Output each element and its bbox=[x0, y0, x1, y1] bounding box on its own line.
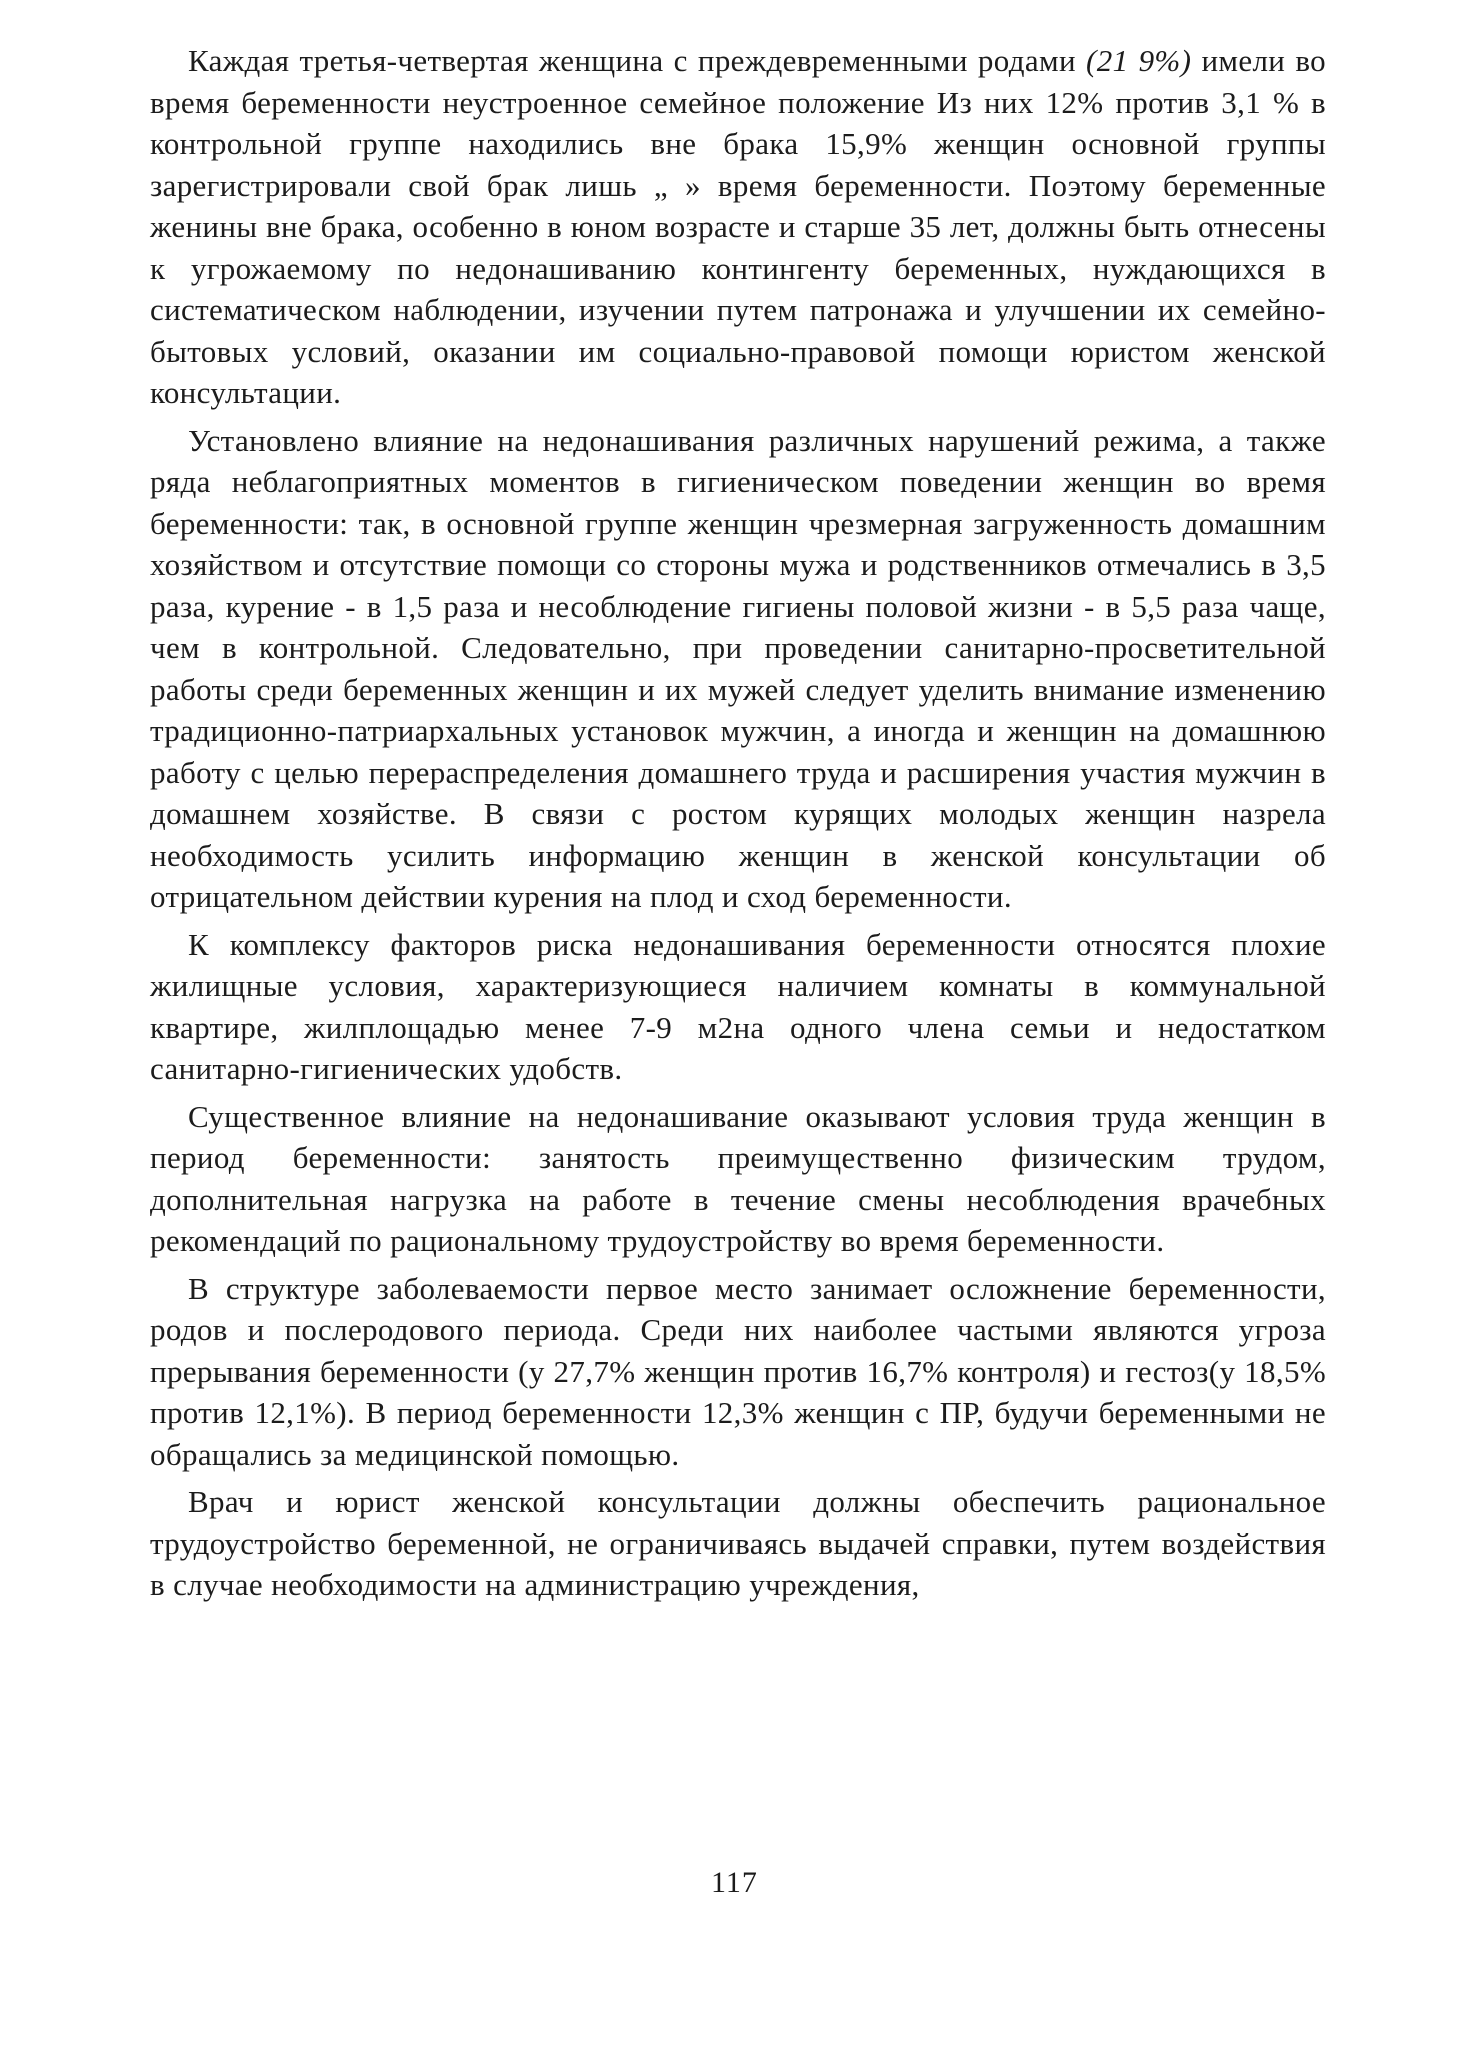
paragraph-4: Существенное влияние на недонашивание оказывают условия труда женщин в период беременности: занятость преимущественно физическим трудом, дополнительная нагрузка на работе в течение смены несоблюдения врачебных рекомендаций по рациональному трудоустройству во время беременности. bbox=[150, 1098, 1326, 1258]
paragraph-3: К комплексу факторов риска недонашивания беременности относятся плохие жилищные условия, характеризующиеся наличием комнаты в коммунальной квартире, жилплощадью менее 7-9 м2на одного члена семьи и недостатком санитарно-гигиенических удобств. bbox=[150, 926, 1326, 1086]
paragraph-1-start: Каждая третья-четвертая женщина с преждевременными родами bbox=[188, 43, 1087, 78]
document-page bbox=[150, 40, 1326, 1612]
page-number: 117 bbox=[711, 1866, 758, 1899]
paragraph-5: В структуре заболеваемости первое место занимает осложнение беременности, родов и послеродового периода. Среди них наиболее частыми являются угроза прерывания беременности (у 27,7% женщин против 16,7% контроля) и гестоз(у 18,5% против 12,1%). В период беременности 12,3% женщин с ПР, будучи беременными не обращались за медицинской помощью. bbox=[150, 1270, 1326, 1472]
paragraph-1-italic-figure: (21 9%) bbox=[1086, 43, 1192, 78]
paragraph-6: Врач и юрист женской консультации должны обеспечить рациональное трудоустройство беременной, не ограничиваясь выдачей справки, путем воздействия в случае необходимости на администрацию учреждения, bbox=[150, 1484, 1326, 1602]
paragraph-2: Установлено влияние на недонашивания различных нарушений режима, а также ряда неблагоприятных моментов в гигиеническом поведении женщин во время беременности: так, в основной группе женщин чрезмерная загруженность домашним хозяйством и отсутствие помощи со стороны мужа и родственников отмечались в 3,5 раза, курение - в 1,5 раза и несоблюдение гигиены половой жизни - в 5,5 раза чаще, чем в контрольной. Следовательно, при проведении санитарно-просветительной работы среди беременных женщин и их мужей следует уделить внимание изменению традиционно-патриархальных установок мужчин, а иногда и женщин на домашнюю работу с целью перераспределения домашнего труда и расширения участия мужчин в домашнем хозяйстве. В связи с ростом курящих молодых женщин назрела необходимость усилить информацию женщин в женской консультации об отрицательном действии курения на плод и сход беременности. bbox=[150, 422, 1326, 914]
paragraph-1 bbox=[150, 40, 1326, 414]
paragraph-1-rest: имели во время беременности неустроенное семейное положение Из них 12% против 3,1 % в контрольной группе находились вне брака 15,9% женщин основной группы зарегистрировали свой брак лишь „ » время беременности. Поэтому беременные женины вне брака, особенно в юном возрасте и старше 35 лет, должны быть отнесены к угрожаемому по недонашиванию контингенту беременных, нуждающихся в систематическом наблюдении, изучении путем патронажа и улучшении их семейно-бытовых условий, оказании им социально-правовой помощи юристом женской консультации. bbox=[150, 43, 1326, 410]
